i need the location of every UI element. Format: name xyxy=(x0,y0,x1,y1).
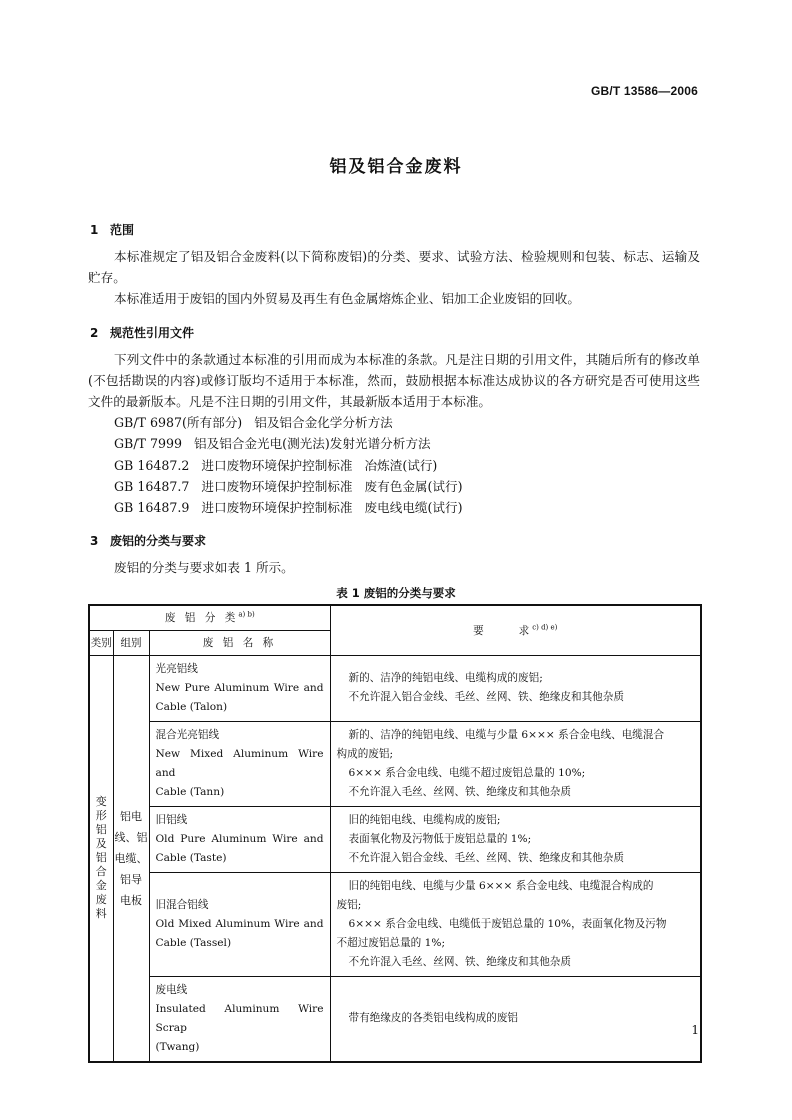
requirement-line: 废铝; xyxy=(336,898,362,911)
category-char: 料 xyxy=(95,907,107,920)
requirement-cell xyxy=(330,872,701,976)
reference-item: GB 16487.9 进口废物环境保护控制标准 废电线电缆(试行) xyxy=(114,500,463,515)
category-char: 形 xyxy=(95,809,107,822)
section-number: 1 xyxy=(90,223,99,237)
scrap-name-cell xyxy=(149,721,330,806)
reference-item: GB/T 6987(所有部分) 铝及铝合金化学分析方法 xyxy=(114,415,393,430)
paragraph: 下列文件中的条款通过本标准的引用而成为本标准的条款。凡是注日期的引用文件，其随后所有的修改单(不包括勘误的内容)或修订版均不适用于本标准，然而，鼓励根据本标准达成协议的各方研究是否可使用这些文件的最新版本。凡是不注日期的引用文件，其最新版本适用于本标准。 xyxy=(88,352,700,409)
requirement-line: 表面氧化物及污物低于废铝总量的 1%; xyxy=(348,832,532,845)
table-caption: 表 1 废铝的分类与要求 xyxy=(336,586,456,600)
table-row xyxy=(89,976,701,1062)
requirement-line: 构成的废铝; xyxy=(336,747,394,760)
requirement-line: 6××× 系合金电线、电缆不超过废铝总量的 10%; xyxy=(348,766,586,779)
requirement-line: 不允许混入铝合金线、毛丝、丝网、铁、绝缘皮和其他杂质 xyxy=(348,691,624,703)
section-number: 3 xyxy=(90,534,99,548)
table-row xyxy=(89,721,701,806)
section-title: 规范性引用文件 xyxy=(110,326,195,340)
table-row xyxy=(89,655,701,721)
group-line: 电缆、 xyxy=(114,851,148,865)
group-line: 铝导 xyxy=(120,872,142,886)
category-char: 铝 xyxy=(95,823,107,836)
paragraph: 本标准适用于废铝的国内外贸易及再生有色金属熔炼企业、铝加工企业废铝的回收。 xyxy=(114,291,580,306)
reference-item: GB 16487.2 进口废物环境保护控制标准 冶炼渣(试行) xyxy=(114,458,438,473)
requirement-line: 6××× 系合金电线、电缆低于废铝总量的 10%，表面氧化物及污物 xyxy=(348,917,667,930)
scrap-name-cell xyxy=(149,976,330,1062)
scrap-name-en: Cable (Talon) xyxy=(155,700,228,713)
reference-item: GB/T 7999 铝及铝合金光电(测光法)发射光谱分析方法 xyxy=(114,436,431,451)
header-group: 组别 xyxy=(113,630,149,655)
scrap-name-cell xyxy=(149,655,330,721)
scrap-classification-table xyxy=(88,604,702,1063)
requirement-cell xyxy=(330,976,701,1062)
scrap-name-en: Cable (Taste) xyxy=(155,851,227,864)
requirement-cell xyxy=(330,721,701,806)
table-row xyxy=(89,806,701,872)
paragraph: 废铝的分类与要求如表 1 所示。 xyxy=(114,560,294,575)
group-line: 线、铝 xyxy=(114,830,148,844)
scrap-name-en: Old Mixed Aluminum Wire and xyxy=(155,917,324,930)
requirement-line: 不超过废铝总量的 1%; xyxy=(336,936,446,949)
header-requirement: 要 求$^{c) d) e)}$ xyxy=(330,605,701,655)
category-char: 合 xyxy=(95,865,107,878)
scrap-name-cell xyxy=(149,872,330,976)
standard-code: GB/T 13586—2006 xyxy=(590,84,698,98)
paragraph: 本标准规定了铝及铝合金废料(以下简称废铝)的分类、要求、试验方法、检验规则和包装、标志、运输及贮存。 xyxy=(88,249,700,285)
requirement-line: 不允许混入毛丝、丝网、铁、绝缘皮和其他杂质 xyxy=(348,955,571,968)
scrap-name-en: New Pure Aluminum Wire and xyxy=(155,681,324,694)
scrap-name-cell xyxy=(149,806,330,872)
requirement-cell xyxy=(330,806,701,872)
scrap-name-en: Cable (Tassel) xyxy=(155,936,232,949)
section-number: 2 xyxy=(90,326,99,340)
requirement-cell xyxy=(330,655,701,721)
scrap-name-en: (Twang) xyxy=(155,1040,200,1053)
section-title: 范围 xyxy=(110,223,135,237)
category-char: 变 xyxy=(95,795,107,808)
page-number: 1 xyxy=(691,1023,699,1037)
group-line: 铝电 xyxy=(120,809,142,823)
scrap-name-cn: 旧混合铝线 xyxy=(155,898,209,911)
scrap-name-en: Cable (Tann) xyxy=(155,785,225,798)
document-title: 铝及铝合金废料 xyxy=(329,157,463,177)
section-3-heading xyxy=(90,532,206,549)
section-title: 废铝的分类与要求 xyxy=(110,534,207,548)
requirement-line: 新的、洁净的纯铝电线、电缆构成的废铝; xyxy=(348,672,543,684)
requirement-line: 不允许混入铝合金线、毛丝、丝网、铁、绝缘皮和其他杂质 xyxy=(348,851,624,864)
scrap-name-cn: 废电线 xyxy=(155,983,188,996)
scrap-name-en: Insulated Aluminum Wire Scrap xyxy=(155,1002,324,1034)
header-classification: 废 铝 分 类$^{a) b)}$ xyxy=(89,605,330,630)
scrap-name-en: New Mixed Aluminum Wire and xyxy=(155,747,324,779)
header-category: 类别 xyxy=(89,630,113,655)
category-char: 废 xyxy=(95,893,107,906)
category-char: 及 xyxy=(95,837,107,850)
category-cell xyxy=(89,655,113,1062)
header-name: 废 铝 名 称 xyxy=(149,630,330,655)
requirement-line: 带有绝缘皮的各类铝电线构成的废铝 xyxy=(348,1012,519,1024)
requirement-line: 旧的纯铝电线、电缆与少量 6××× 系合金电线、电缆混合构成的 xyxy=(348,879,654,892)
scrap-name-cn: 光亮铝线 xyxy=(155,662,198,675)
group-line: 电板 xyxy=(120,893,142,907)
scrap-name-en: Old Pure Aluminum Wire and xyxy=(155,832,324,845)
category-char: 铝 xyxy=(95,851,107,864)
section-1-heading xyxy=(90,221,134,238)
group-cell xyxy=(113,655,149,1062)
table-row xyxy=(89,872,701,976)
requirement-line: 旧的纯铝电线、电缆构成的废铝; xyxy=(348,813,501,826)
reference-item: GB 16487.7 进口废物环境保护控制标准 废有色金属(试行) xyxy=(114,479,463,494)
section-2-heading xyxy=(90,324,194,341)
requirement-line: 不允许混入毛丝、丝网、铁、绝缘皮和其他杂质 xyxy=(348,785,571,798)
scrap-name-cn: 混合光亮铝线 xyxy=(155,728,220,741)
category-char: 金 xyxy=(95,879,107,892)
scrap-name-cn: 旧铝线 xyxy=(155,813,188,826)
requirement-line: 新的、洁净的纯铝电线、电缆与少量 6××× 系合金电线、电缆混合 xyxy=(348,728,665,741)
